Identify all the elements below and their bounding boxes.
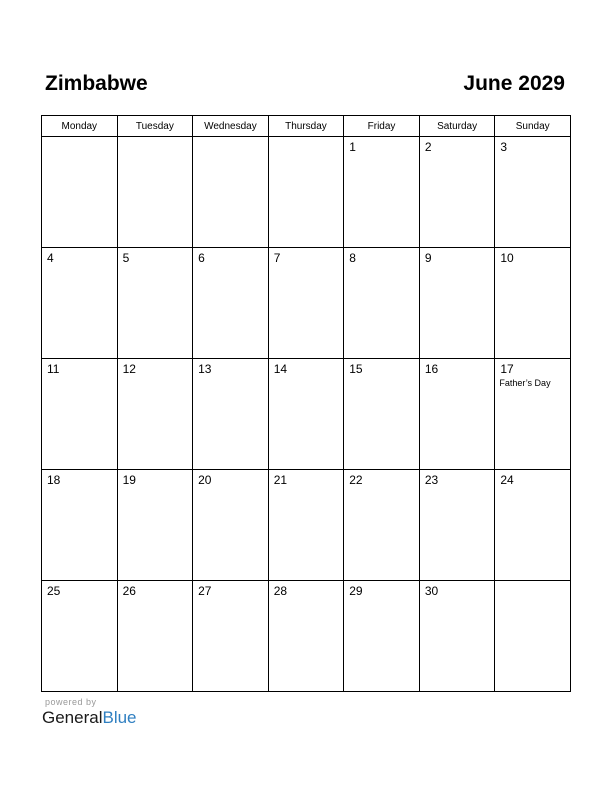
- day-number: 29: [349, 584, 363, 598]
- day-number: 20: [198, 473, 212, 487]
- day-number: 18: [47, 473, 61, 487]
- day-cell: [268, 248, 344, 359]
- day-cell: [42, 359, 118, 470]
- day-cell: [193, 359, 269, 470]
- day-number: 14: [273, 362, 288, 376]
- day-cell: [268, 470, 344, 581]
- day-cell: [117, 470, 193, 581]
- month-title: June 2029: [463, 72, 565, 95]
- day-number: 9: [424, 251, 432, 265]
- logo-text-blue: Blue: [102, 708, 137, 727]
- powered-by-text: powered by: [45, 697, 97, 707]
- day-cell: [42, 137, 118, 248]
- week-row: [42, 359, 571, 470]
- day-cell: [344, 359, 420, 470]
- holiday-label: Father’s Day: [499, 378, 551, 388]
- day-number: 15: [349, 362, 363, 376]
- day-number: 21: [273, 473, 288, 487]
- day-cell: [117, 137, 193, 248]
- weekday-header-row: [42, 116, 571, 137]
- day-cell: [419, 581, 495, 692]
- day-number: 2: [424, 140, 432, 154]
- day-number: 6: [198, 251, 205, 265]
- day-number: 22: [349, 473, 363, 487]
- day-number: 19: [122, 473, 136, 487]
- day-cell: [419, 137, 495, 248]
- day-number: 5: [122, 251, 130, 265]
- day-cell: [117, 248, 193, 359]
- day-cell: [268, 137, 344, 248]
- day-number: 3: [500, 140, 508, 154]
- day-cell: [495, 359, 571, 470]
- generalblue-logo[interactable]: [42, 708, 137, 728]
- day-number: 24: [500, 473, 514, 487]
- day-cell: [193, 248, 269, 359]
- day-number: 28: [273, 584, 288, 598]
- day-number: 7: [273, 251, 281, 265]
- week-row: [42, 137, 571, 248]
- day-cell: [268, 581, 344, 692]
- day-cell: [117, 359, 193, 470]
- day-number: 27: [198, 584, 212, 598]
- day-number: 17: [500, 362, 514, 376]
- day-cell: [117, 581, 193, 692]
- day-cell: [495, 470, 571, 581]
- day-cell: [495, 248, 571, 359]
- day-number: 4: [47, 251, 54, 265]
- day-cell: [42, 248, 118, 359]
- day-number: 12: [122, 362, 136, 376]
- day-number: 11: [47, 362, 60, 376]
- day-number: 16: [424, 362, 439, 376]
- day-number: 1: [349, 140, 356, 154]
- day-number: 30: [424, 584, 439, 598]
- day-cell: [344, 137, 420, 248]
- day-cell: [344, 470, 420, 581]
- day-number: 8: [349, 251, 356, 265]
- logo-text-general: General: [42, 708, 103, 727]
- day-cell: [495, 581, 571, 692]
- day-cell: [42, 470, 118, 581]
- day-number: [193, 137, 268, 140]
- weekday-header: Friday: [344, 116, 420, 137]
- day-number: [269, 137, 344, 140]
- day-number: 23: [424, 473, 439, 487]
- country-title: Zimbabwe: [45, 72, 148, 95]
- day-number: 26: [122, 584, 136, 598]
- day-number: 10: [500, 251, 514, 265]
- week-row: [42, 581, 571, 692]
- day-cell: [42, 581, 118, 692]
- weekday-header: Tuesday: [117, 116, 193, 137]
- day-number: 25: [47, 584, 61, 598]
- day-number: [118, 137, 193, 140]
- day-cell: [268, 359, 344, 470]
- day-cell: [495, 137, 571, 248]
- day-cell: [344, 581, 420, 692]
- day-cell: [419, 359, 495, 470]
- weekday-header: Sunday: [495, 116, 571, 137]
- day-cell: [193, 581, 269, 692]
- calendar-grid: [41, 115, 571, 692]
- day-cell: [419, 248, 495, 359]
- weekday-header: Wednesday: [193, 116, 269, 137]
- day-cell: [193, 470, 269, 581]
- day-number: [495, 581, 570, 584]
- weekday-header: Saturday: [419, 116, 495, 137]
- weekday-header: Monday: [42, 116, 118, 137]
- week-row: [42, 248, 571, 359]
- day-cell: [344, 248, 420, 359]
- day-number: [42, 137, 117, 140]
- day-number: 13: [198, 362, 212, 376]
- weekday-header: Thursday: [268, 116, 344, 137]
- day-cell: [193, 137, 269, 248]
- week-row: [42, 470, 571, 581]
- day-cell: [419, 470, 495, 581]
